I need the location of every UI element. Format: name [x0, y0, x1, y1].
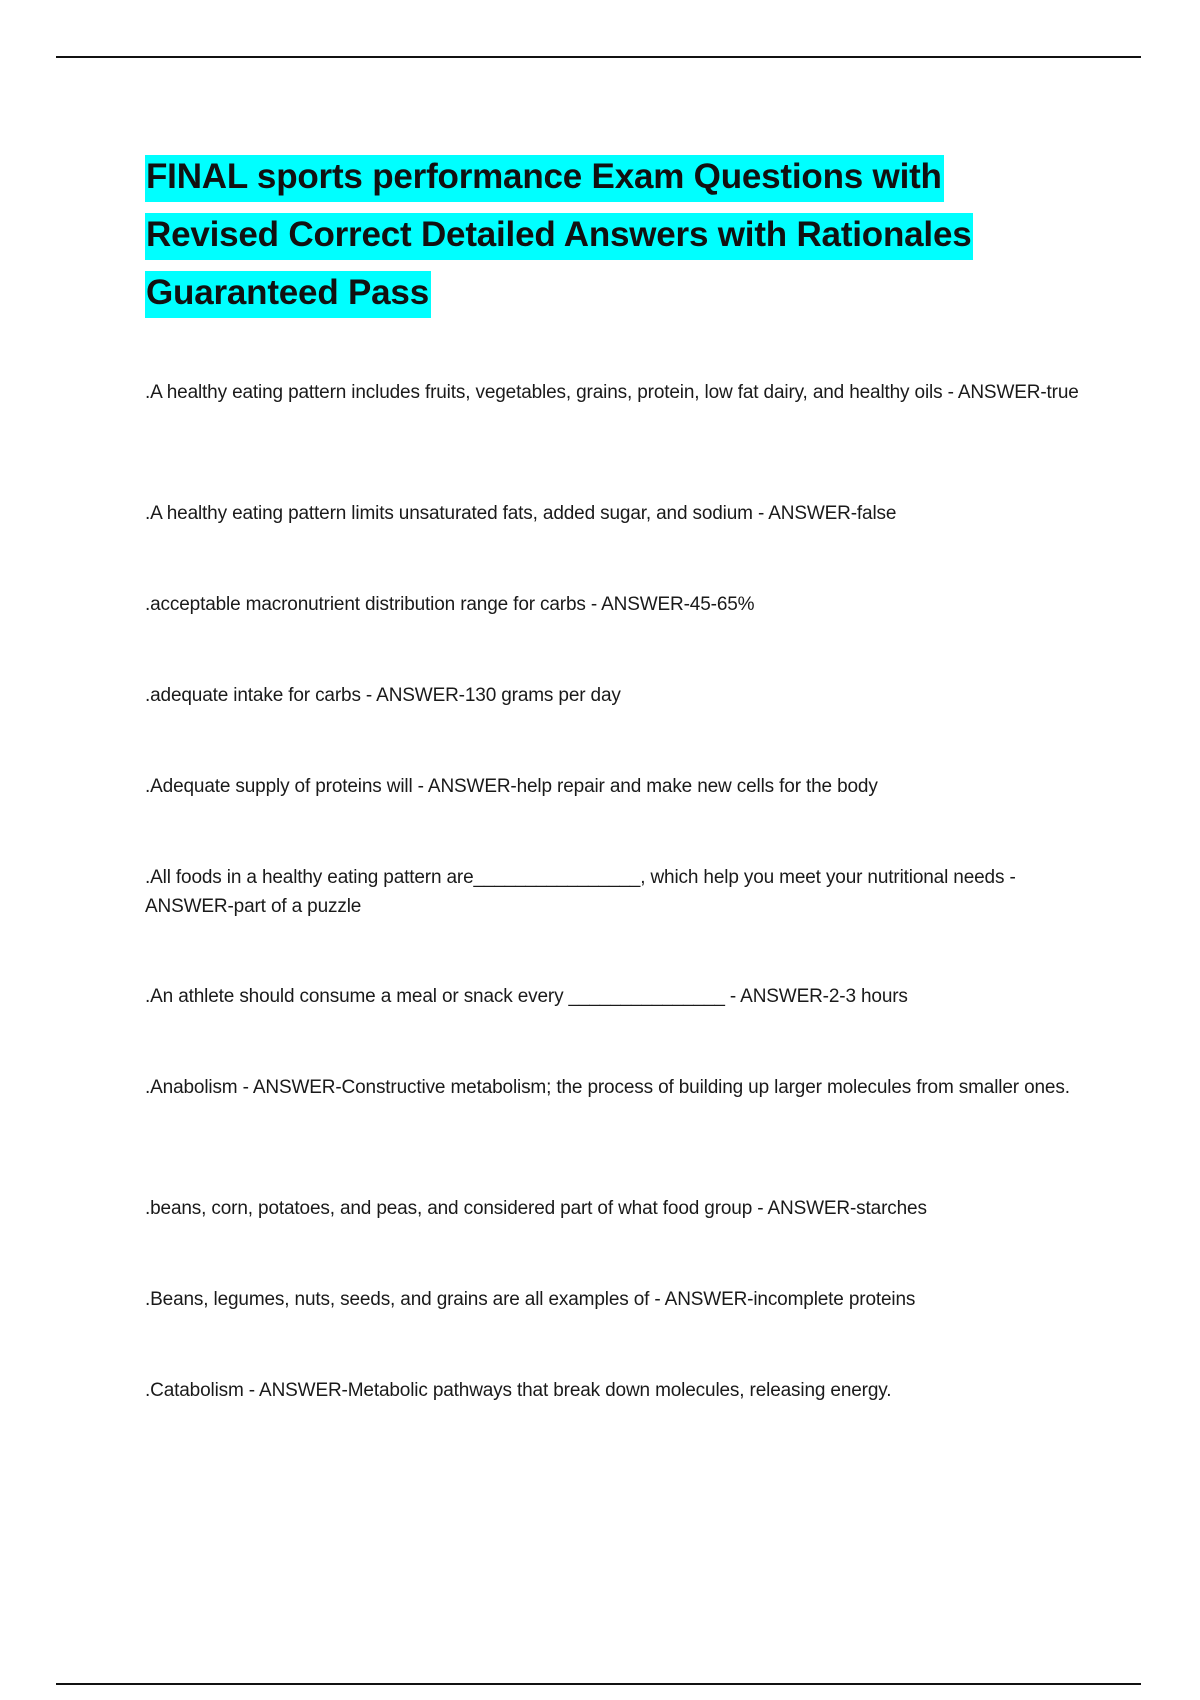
qa-item: .adequate intake for carbs - ANSWER-130 grams per day: [145, 685, 621, 706]
title-highlight: FINAL sports performance Exam Questions with Revised Correct Detailed Answers with Rationales Guaranteed Pass: [145, 155, 973, 318]
header-rule: [56, 56, 1141, 58]
qa-item: .acceptable macronutrient distribution range for carbs - ANSWER-45-65%: [145, 594, 755, 615]
qa-item: .A healthy eating pattern includes fruits, vegetables, grains, protein, low fat dairy, and healthy oils - ANSWER-true: [145, 382, 1079, 403]
qa-item: .A healthy eating pattern limits unsaturated fats, added sugar, and sodium - ANSWER-false: [145, 503, 897, 524]
qa-item: .beans, corn, potatoes, and peas, and considered part of what food group - ANSWER-starches: [145, 1198, 927, 1219]
qa-item: .Adequate supply of proteins will - ANSWER-help repair and make new cells for the body: [145, 776, 878, 797]
qa-item: .All foods in a healthy eating pattern are________________, which help you meet your nutritional needs - ANSWER-part of a puzzle: [145, 867, 1016, 917]
qa-item: .Beans, legumes, nuts, seeds, and grains are all examples of - ANSWER-incomplete proteins: [145, 1289, 916, 1310]
document-title: [145, 148, 1080, 322]
qa-item: .An athlete should consume a meal or snack every _______________ - ANSWER-2-3 hours: [145, 986, 908, 1007]
footer-rule: [56, 1683, 1141, 1685]
document-body: [145, 148, 1080, 1401]
qa-item: .Anabolism - ANSWER-Constructive metabolism; the process of building up larger molecules from smaller ones.: [145, 1077, 1070, 1098]
qa-item: .Catabolism - ANSWER-Metabolic pathways that break down molecules, releasing energy.: [145, 1380, 892, 1401]
